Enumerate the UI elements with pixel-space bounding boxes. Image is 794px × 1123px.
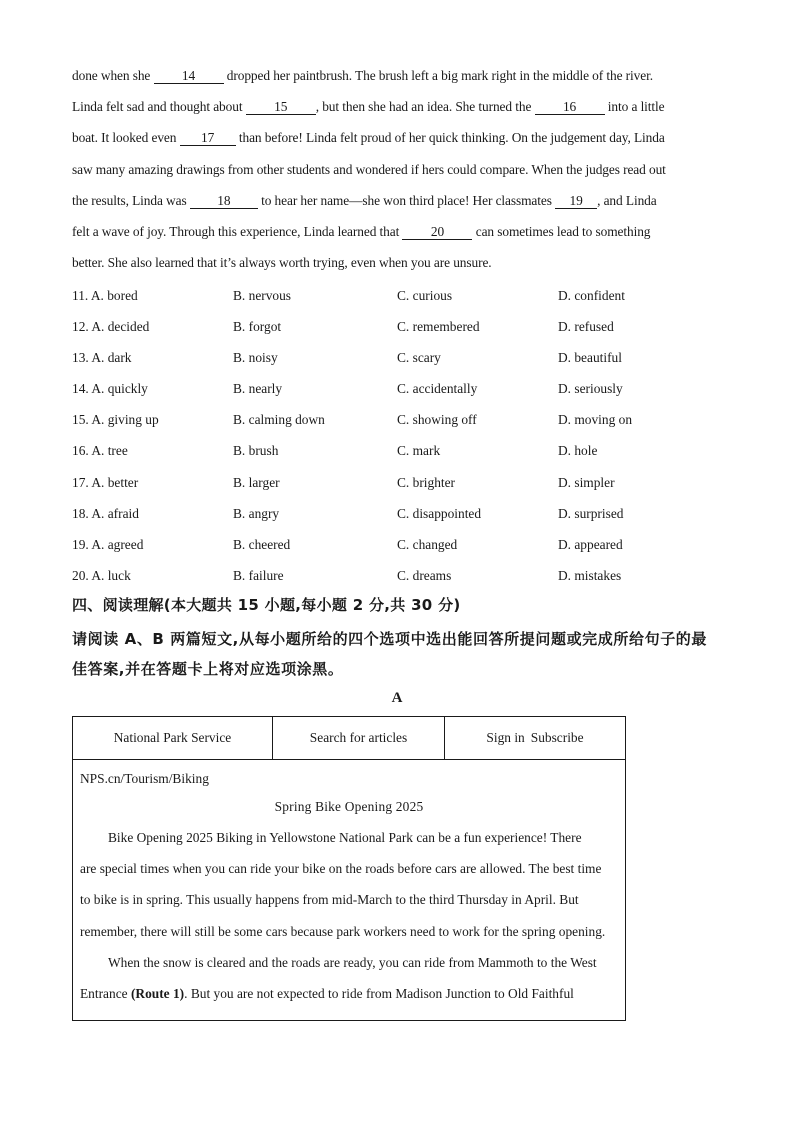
- option-d: D. confident: [558, 288, 625, 303]
- instruction-line: 请阅读 A、B 两篇短文,从每小题所给的四个选项中选出能回答所提问题或完成所给句子的最: [72, 630, 707, 648]
- nav-site-name: National Park Service: [73, 717, 273, 759]
- option-c: C. showing off: [397, 412, 477, 428]
- question-row: [72, 342, 732, 373]
- article-line: [80, 978, 618, 1009]
- passage-text: into a little: [604, 99, 665, 115]
- page-url: NPS.cn/Tourism/Biking: [80, 771, 209, 786]
- option-a: 17. A. better: [72, 474, 139, 490]
- option-a: 12. A. decided: [72, 319, 150, 335]
- passage-text: can sometimes lead to something: [472, 223, 651, 239]
- passage-line: [72, 122, 724, 153]
- option-c: C. disappointed: [397, 505, 482, 521]
- option-c: C. mark: [397, 443, 441, 459]
- passage-text: boat. It looked even: [72, 130, 180, 146]
- question-row: [72, 311, 732, 342]
- option-a: 15. A. giving up: [72, 412, 159, 428]
- passage-text: than before! Linda felt proud of her quick thinking. On the judgement day, Linda: [235, 130, 665, 146]
- option-d: D. refused: [558, 319, 614, 335]
- passage-line: [72, 185, 724, 216]
- article-title: Spring Bike Opening 2025: [274, 799, 424, 814]
- blank-18: 18: [190, 193, 258, 209]
- article-line: Bike Opening 2025 Biking in Yellowstone National Park can be a fun experience! There: [108, 830, 582, 845]
- option-b: B. nearly: [233, 381, 283, 397]
- option-d: D. mistakes: [558, 567, 622, 583]
- question-row: [72, 498, 732, 529]
- webpage-excerpt: [72, 716, 626, 1021]
- option-d: D. simpler: [558, 474, 615, 490]
- article-line: remember, there will still be some cars because park workers need to work for the spring opening.: [80, 923, 606, 939]
- instruction-line: 佳答案,并在答题卡上将对应选项涂黑。: [72, 660, 344, 678]
- option-d: D. surprised: [558, 505, 624, 521]
- blank-14: 14: [154, 68, 224, 84]
- passage-line: [72, 60, 724, 91]
- article-line: When the snow is cleared and the roads are ready, you can ride from Mammoth to the West: [108, 954, 597, 970]
- option-b: B. forgot: [233, 319, 282, 335]
- option-d: D. seriously: [558, 381, 623, 397]
- option-a: 20. A. luck: [72, 567, 131, 583]
- article-text: Entrance: [80, 985, 131, 1001]
- question-row: [72, 404, 732, 435]
- option-c: C. scary: [397, 350, 441, 366]
- webpage-body: [73, 760, 625, 1009]
- passage-line: [72, 91, 724, 122]
- section-instructions: [72, 624, 732, 684]
- passage-line: saw many amazing drawings from other students and wondered if hers could compare. When the judges read out: [72, 161, 666, 177]
- webpage-nav: [73, 717, 625, 760]
- route-label: (Route 1): [130, 985, 185, 1001]
- blank-19: 19: [555, 193, 597, 209]
- blank-17: 17: [180, 130, 236, 146]
- option-d: D. beautiful: [558, 350, 622, 366]
- option-a: 14. A. quickly: [72, 381, 148, 397]
- option-d: D. hole: [558, 443, 598, 459]
- passage-line: better. She also learned that it’s always worth trying, even when you are unsure.: [72, 255, 492, 271]
- question-row: [72, 560, 732, 591]
- passage-text: felt a wave of joy. Through this experience, Linda learned that: [72, 223, 403, 239]
- option-a: 11. A. bored: [72, 288, 138, 303]
- nav-signin: Sign in: [486, 730, 525, 745]
- option-b: B. calming down: [233, 412, 325, 428]
- article-text: . But you are not expected to ride from Madison Junction to Old Faithful: [184, 985, 574, 1001]
- passage-label: A: [391, 690, 403, 706]
- option-c: C. accidentally: [397, 381, 478, 397]
- option-c: C. curious: [397, 288, 453, 303]
- option-b: B. angry: [233, 505, 280, 521]
- passage-text: done when she: [72, 68, 154, 83]
- nav-search: Search for articles: [273, 717, 445, 759]
- passage-text: , and Linda: [597, 192, 657, 208]
- option-b: B. larger: [233, 474, 280, 490]
- option-c: C. brighter: [397, 474, 456, 490]
- option-a: 16. A. tree: [72, 443, 128, 459]
- option-a: 13. A. dark: [72, 350, 132, 366]
- blank-15: 15: [246, 99, 316, 115]
- passage-text: Linda felt sad and thought about: [72, 99, 246, 115]
- option-a: 19. A. agreed: [72, 536, 144, 552]
- option-c: C. dreams: [397, 567, 452, 583]
- option-c: C. remembered: [397, 319, 480, 335]
- article-line: are special times when you can ride your bike on the roads before cars are allowed. The best time: [80, 861, 602, 877]
- option-b: B. noisy: [233, 350, 278, 366]
- cloze-passage: [72, 60, 724, 278]
- passage-text: to hear her name—she won third place! Her classmates: [257, 192, 556, 208]
- option-d: D. moving on: [558, 412, 633, 428]
- question-row: [72, 373, 732, 404]
- question-row: [72, 280, 732, 311]
- option-d: D. appeared: [558, 536, 623, 552]
- question-row: [72, 435, 732, 466]
- section-title: 四、阅读理解(本大题共 15 小题,每小题 2 分,共 30 分): [72, 596, 461, 614]
- option-b: B. cheered: [233, 536, 291, 552]
- nav-subscribe: Subscribe: [530, 730, 584, 745]
- question-row: [72, 529, 732, 560]
- passage-text: the results, Linda was: [72, 192, 190, 208]
- question-row: [72, 467, 732, 498]
- option-b: B. nervous: [233, 288, 292, 303]
- blank-16: 16: [535, 99, 605, 115]
- option-c: C. changed: [397, 536, 458, 552]
- passage-text: dropped her paintbrush. The brush left a big mark right in the middle of the river.: [223, 68, 653, 83]
- passage-text: , but then she had an idea. She turned the: [315, 99, 535, 115]
- option-b: B. failure: [233, 567, 284, 583]
- nav-account: [445, 717, 625, 759]
- blank-20: 20: [402, 224, 472, 240]
- option-a: 18. A. afraid: [72, 505, 139, 521]
- article-line: to bike is in spring. This usually happens from mid-March to the third Thursday in April. But: [80, 892, 579, 908]
- question-options: [72, 280, 732, 591]
- option-b: B. brush: [233, 443, 279, 459]
- passage-line: [72, 216, 724, 247]
